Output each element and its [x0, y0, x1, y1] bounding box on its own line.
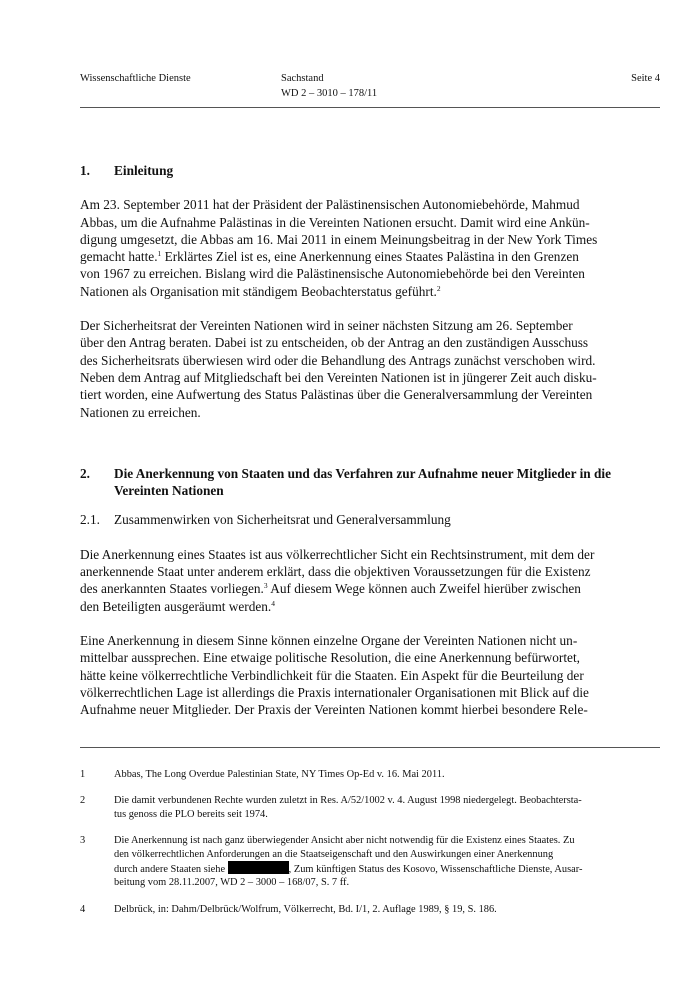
text-line: Abbas, um die Aufnahme Palästinas in die Vereinten Nationen ersucht. Damit wird eine Ankün-: [80, 214, 590, 230]
text-segment: des anerkannten Staates vorliegen.: [80, 581, 264, 597]
text-segment: , Zum künftigen Status des Kosovo, Wissenschaftliche Dienste, Ausar-: [288, 864, 583, 876]
text-line: [80, 248, 660, 265]
header-rule: [80, 107, 660, 108]
document-body: [80, 162, 660, 718]
text-line: den völkerrechtlichen Anforderungen an die Staatseigenschaft und den Auswirkungen einer Anerkennung: [114, 848, 554, 860]
section-2-number: 2.: [80, 465, 90, 481]
section-2-title: [114, 465, 660, 500]
header-doc-info: [281, 71, 377, 101]
text-line: Neben dem Antrag auf Mitgliedschaft bei den Vereinten Nationen ist in jüngerer Zeit auch disku-: [80, 369, 597, 385]
footnote-rule: [80, 747, 660, 748]
text-line: tiert worden, eine Aufwertung des Status Palästinas über die Generalversammlung der Vereinten: [80, 387, 593, 403]
text-line: über den Antrag beraten. Dabei ist zu entscheiden, ob der Antrag an den zuständigen Ausschuss: [80, 335, 589, 351]
footnotes: [80, 768, 660, 916]
text-segment: durch andere Staaten siehe: [114, 864, 228, 876]
footnote-text: Delbrück, in: Dahm/Delbrück/Wolfrum, Völkerrecht, Bd. I/1, 2. Auflage 1989, § 19, S. 186.: [114, 903, 497, 915]
footnote-ref-2[interactable]: 2: [436, 283, 441, 293]
header-org: Wissenschaftliche Dienste: [80, 73, 191, 84]
text-line: Eine Anerkennung in diesem Sinne können einzelne Organe der Vereinten Nationen nicht un-: [80, 632, 578, 648]
footnote-2: [80, 794, 660, 821]
section-1-number: 1.: [80, 163, 90, 178]
text-line: [114, 861, 660, 876]
text-line: Der Sicherheitsrat der Vereinten Nationen wird in seiner nächsten Sitzung am 26. September: [80, 318, 573, 334]
section-2-paragraph-1: [80, 546, 660, 615]
section-1-heading: [80, 162, 660, 179]
text-line: [80, 598, 660, 615]
text-segment: den Beteiligten ausgeräumt werden.: [80, 598, 272, 614]
text-line: Die damit verbundenen Rechte wurden zuletzt in Res. A/52/1002 v. 4. August 1998 niedergelegt. Beobachtersta-: [114, 795, 582, 807]
text-line: anerkennende Staat unter anderem erklärt, dass die objektiven Voraussetzungen für die Existenz: [80, 564, 591, 580]
section-1-title: Einleitung: [114, 163, 174, 178]
footnote-number: 4: [80, 903, 86, 915]
text-line: digung umgesetzt, die Abbas am 16. Mai 2011 in einem Meinungsbeitrag in der New York Times: [80, 231, 598, 247]
text-segment: Erklärtes Ziel ist es, eine Anerkennung eines Staates Palästina in den Grenzen: [161, 249, 579, 265]
footnote-text: [114, 794, 660, 821]
text-line: völkerrechtlichen Lage ist allerdings die Praxis internationaler Organisationen mit Blick auf die: [80, 684, 589, 700]
text-segment: Nationen als Organisation mit ständigem Beobachterstatus geführt.: [80, 283, 437, 299]
text-line: mittelbar aussprechen. Eine etwaige politische Resolution, die eine Anerkennung befürwortet,: [80, 650, 580, 666]
text-line: beitung vom 28.11.2007, WD 2 – 3000 – 168/07, S. 7 ff.: [114, 877, 350, 889]
text-line: Vereinten Nationen: [114, 483, 224, 499]
footnote-ref-1[interactable]: 1: [157, 249, 162, 259]
footnote-3: [80, 834, 660, 890]
text-line: [80, 580, 660, 597]
text-line: tus genoss die PLO bereits seit 1974.: [114, 808, 268, 820]
section-2-heading: [80, 465, 660, 500]
text-line: von 1967 zu erreichen. Bislang wird die Palästinensische Autonomiebehörde bei den Vereinten: [80, 266, 585, 282]
header-doc-type: Sachstand: [281, 73, 324, 84]
text-line: des Sicherheitsrats überwiesen wird oder die Behandlung des Antrags zunächst verschoben wird.: [80, 352, 596, 368]
text-line: Die Anerkennung von Staaten und das Verfahren zur Aufnahme neuer Mitglieder in die: [114, 465, 611, 481]
text-line: Aufnahme neuer Mitglieder. Der Praxis der Vereinten Nationen kommt hierbei besondere Rele-: [80, 702, 588, 718]
footnote-4: [80, 903, 660, 916]
footnote-ref-3[interactable]: 3: [263, 581, 268, 591]
section-1-paragraph-2: [80, 317, 660, 421]
footnote-1: [80, 768, 660, 781]
text-segment: gemacht hatte.: [80, 249, 158, 265]
text-line: Am 23. September 2011 hat der Präsident der Palästinensischen Autonomiebehörde, Mahmud: [80, 197, 580, 213]
header-page-number: Seite 4: [631, 73, 660, 84]
text-line: Die Anerkennung eines Staates ist aus völkerrechtlicher Sicht ein Rechtsinstrument, mit dem der: [80, 546, 595, 562]
text-line: Die Anerkennung ist nach ganz überwiegender Ansicht aber nicht notwendig für die Existenz eines Staates. Zu: [114, 835, 575, 847]
text-segment: Auf diesem Wege können auch Zweifel hierüber zwischen: [267, 581, 581, 597]
footnote-number: 2: [80, 795, 86, 807]
header-doc-ref: WD 2 – 3010 – 178/11: [281, 88, 378, 99]
section-2-paragraph-2: [80, 632, 660, 718]
text-line: hätte keine völkerrechtliche Verbindlichkeit für die Staaten. Ein Aspekt für die Beurteilung der: [80, 667, 584, 683]
footnote-number: 1: [80, 769, 86, 780]
subsection-title: Zusammenwirken von Sicherheitsrat und Generalversammlung: [114, 512, 451, 528]
text-line: [80, 283, 660, 300]
footnote-text: [114, 834, 660, 890]
subsection-number: 2.1.: [80, 512, 100, 528]
footnote-text: Abbas, The Long Overdue Palestinian State, NY Times Op-Ed v. 16. Mai 2011.: [114, 769, 445, 780]
footnote-number: 3: [80, 835, 86, 847]
section-1-paragraph-1: [80, 196, 660, 300]
footnote-ref-4[interactable]: 4: [271, 598, 276, 608]
text-line: Nationen zu erreichen.: [80, 404, 201, 420]
redaction-block: [228, 861, 289, 874]
subsection-2-1-heading: [80, 511, 660, 528]
